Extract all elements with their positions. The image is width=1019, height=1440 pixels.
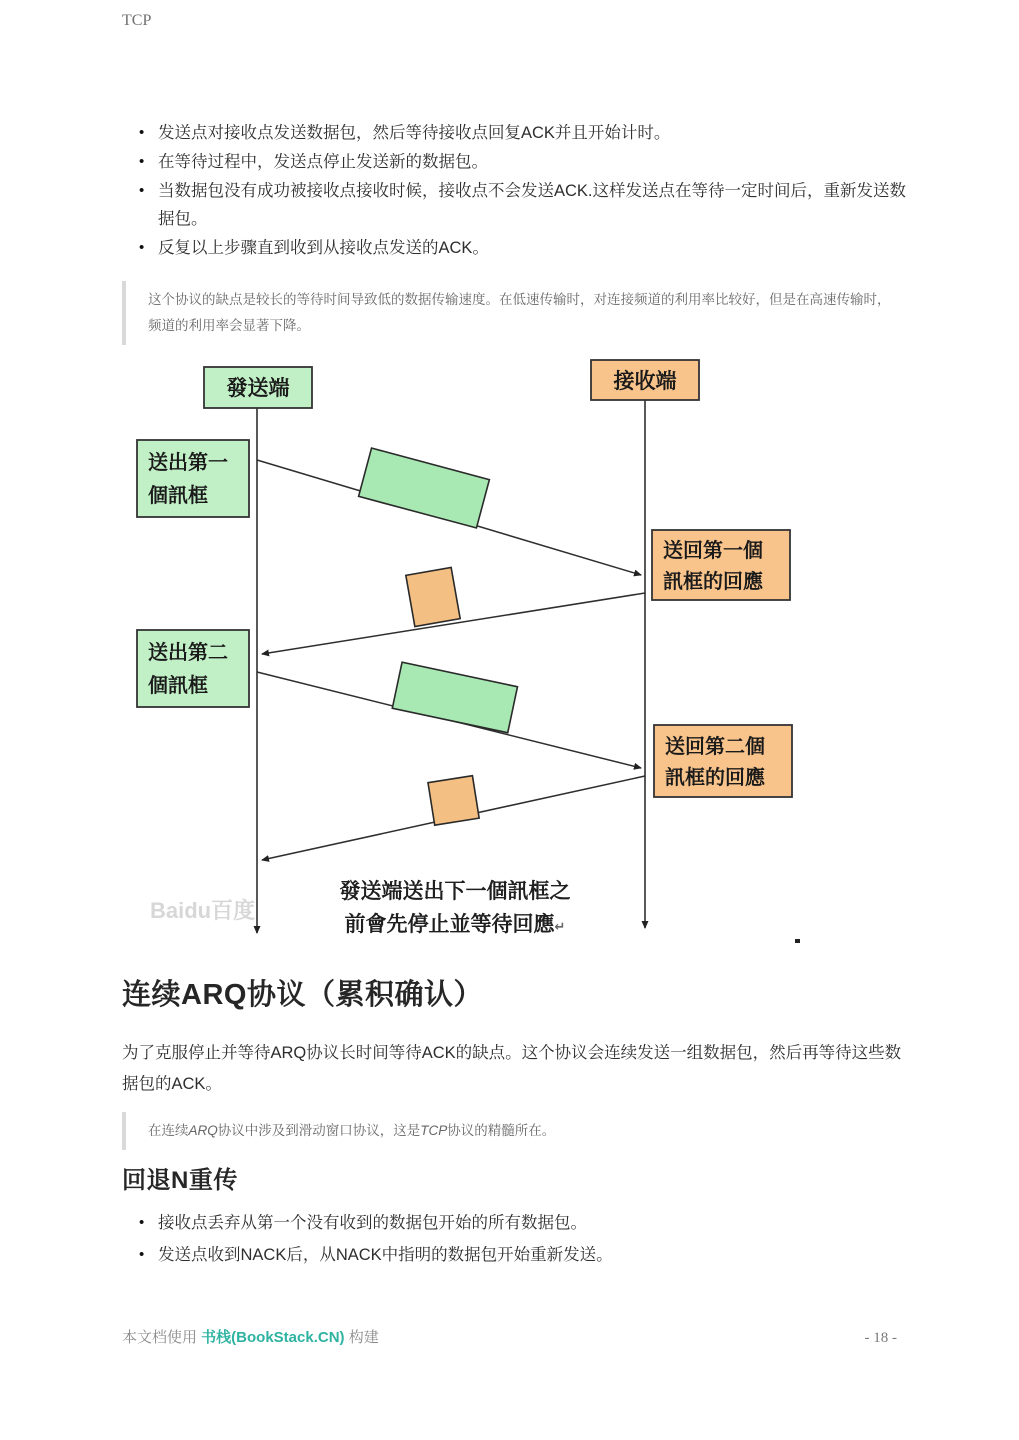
list-item [139, 119, 920, 147]
label-line: 送回第一個 [663, 540, 763, 562]
blockquote-sliding-window [122, 1112, 900, 1150]
label-line: 個訊框 [148, 485, 208, 507]
sender-node-label: 發送端 [226, 377, 290, 400]
bullet-dot: • [139, 182, 145, 199]
label-line: 訊框的回應 [665, 767, 765, 789]
footer-build-note [122, 1326, 379, 1347]
reply-first-frame-label [652, 530, 790, 600]
bullet-dot: • [139, 1214, 145, 1231]
bullet-dot: • [139, 1246, 145, 1263]
list-item-text: 在等待过程中，发送点停止发送新的数据包。 [158, 153, 488, 171]
receiver-node [591, 360, 699, 400]
blockquote-protocol-drawback [122, 281, 900, 345]
stop-and-wait-bullet-list [139, 119, 920, 263]
list-item [139, 1241, 920, 1269]
list-item [139, 177, 920, 233]
quote-text: 在连续 [148, 1123, 189, 1138]
footer-text: 构建 [344, 1329, 379, 1346]
quote-italic-tcp: TCP [420, 1123, 448, 1138]
baidu-watermark: Baidu百度 [150, 898, 256, 923]
ack-frame1-shape [406, 567, 460, 626]
send-second-frame-label [137, 630, 249, 707]
section-title-go-back-n: 回退N重传 [122, 1167, 238, 1194]
paragraph-return-mark: ↵ [554, 919, 566, 934]
quote-text: 协议中涉及到滑动窗口协议，这是 [217, 1123, 421, 1138]
label-line: 送出第一 [148, 452, 228, 474]
list-item [139, 234, 920, 262]
data-frame1-shape [359, 448, 490, 528]
list-item-text: 发送点对接收点发送数据包，然后等待接收点回复ACK并且开始计时。 [158, 124, 671, 142]
page-footer [122, 1326, 897, 1347]
label-line: 送出第二 [148, 642, 228, 664]
list-item-text: 接收点丢弃从第一个没有收到的数据包开始的所有数据包。 [158, 1214, 587, 1232]
footer-text: 本文档使用 [122, 1329, 202, 1346]
page-number: - 18 - [864, 1330, 897, 1346]
continuous-arq-paragraph: 为了克服停止并等待ARQ协议长时间等待ACK的缺点。这个协议会连续发送一组数据包，然后再等待这些数据包的ACK。 [122, 1044, 902, 1093]
section-title-continuous-arq: 连续ARQ协议（累积确认） [122, 979, 483, 1011]
page-header-title: TCP [122, 12, 152, 29]
ack-frame2-shape [428, 776, 479, 826]
receiver-node-label: 接收端 [613, 370, 677, 393]
sender-node [204, 367, 312, 408]
bullet-dot: • [139, 239, 145, 256]
list-item-text: 反复以上步骤直到收到从接收点发送的ACK。 [158, 239, 489, 257]
send-first-frame-label [137, 440, 249, 517]
list-item [139, 1209, 920, 1237]
diagram-caption-line2: 前會先停止並等待回應↵ [344, 913, 566, 936]
bullet-dot: • [139, 124, 145, 141]
quote-italic-arq: ARQ [188, 1123, 218, 1138]
go-back-n-bullet-list [139, 1209, 920, 1273]
quote-text: 协议的精髓所在。 [447, 1123, 556, 1138]
label-line: 訊框的回應 [663, 571, 763, 593]
bookstack-link[interactable]: 书栈(BookStack.CN) [201, 1329, 345, 1346]
list-item-text: 发送点收到NACK后，从NACK中指明的数据包开始重新发送。 [158, 1246, 613, 1264]
label-line: 個訊框 [148, 675, 208, 697]
list-item-text: 当数据包没有成功被接收点接收时候，接收点不会发送ACK.这样发送点在等待一定时间后，重新发送数据包。 [158, 182, 907, 228]
bullet-dot: • [139, 153, 145, 170]
stray-dot [795, 939, 800, 943]
list-item [139, 148, 920, 176]
diagram-caption-line1: 發送端送出下一個訊框之 [339, 880, 571, 903]
quote-text: 这个协议的缺点是较长的等待时间导致低的数据传输速度。在低速传输时，对连接频道的利用率比较好，但是在高速传输时，频道的利用率会显著下降。 [148, 292, 891, 333]
data-frame2-shape [392, 662, 517, 733]
reply-second-frame-label [654, 725, 792, 797]
label-line: 送回第二個 [665, 736, 765, 758]
stop-and-wait-arq-diagram [0, 350, 1019, 950]
